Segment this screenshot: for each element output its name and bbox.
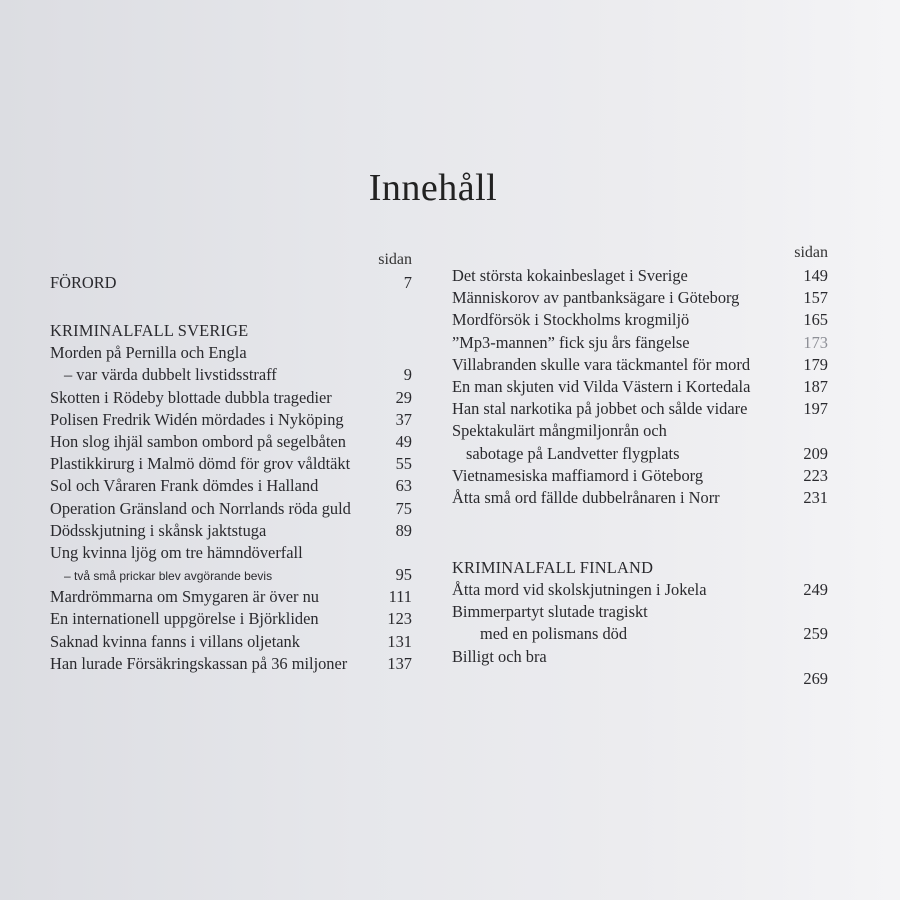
entry-title: Villabranden skulle vara täckmantel för mord: [452, 354, 751, 374]
toc-entry: [452, 579, 828, 601]
entry-title: Spektakulärt mångmiljonrån och: [452, 421, 667, 441]
entry-page: 9: [403, 365, 412, 385]
entry-page: 179: [803, 354, 828, 374]
entry-page: 63: [395, 476, 412, 496]
entry-page: 55: [395, 454, 412, 474]
entry-title: Mordförsök i Stockholms krogmiljö: [452, 310, 690, 330]
entry-title: Polisen Fredrik Widén mördades i Nyköping: [50, 409, 344, 429]
entry-page: 131: [387, 631, 412, 651]
toc-entry-continuation: [50, 364, 412, 386]
entry-title: FÖRORD: [50, 273, 117, 292]
toc-entry: [452, 309, 828, 331]
entry-title: Plastikkirurg i Malmö dömd för grov våldtäkt: [50, 454, 351, 474]
toc-entry: [50, 342, 412, 364]
entry-subtitle: – två små prickar blev avgörande bevis: [64, 569, 273, 584]
toc-entry-continuation: [452, 443, 828, 465]
entry-page: 89: [395, 520, 412, 540]
toc-entry-continuation: [50, 564, 412, 586]
entry-subtitle: med en polismans död: [480, 624, 628, 644]
entry-page: 95: [395, 565, 412, 585]
entry-page: 187: [803, 376, 828, 396]
entry-title: Det största kokainbeslaget i Sverige: [452, 266, 688, 285]
toc-entry: [452, 420, 828, 442]
entry-title: Hon slog ihjäl sambon ombord på segelbåten: [50, 431, 346, 451]
entry-page: 231: [803, 487, 828, 507]
entry-title: Han stal narkotika på jobbet och sålde vidare: [452, 399, 748, 419]
entry-title: Operation Gränsland och Norrlands röda guld: [50, 498, 351, 518]
toc-entry: [452, 287, 828, 309]
entry-page: 111: [388, 587, 412, 607]
toc-entry: [452, 465, 828, 487]
entry-page: 137: [387, 653, 412, 673]
entry-title: Saknad kvinna fanns i villans oljetank: [50, 631, 300, 651]
entry-title: Morden på Pernilla och Engla: [50, 343, 247, 363]
toc-entry: [50, 586, 412, 608]
toc-entry: [50, 520, 412, 542]
entry-page: 149: [803, 266, 828, 285]
toc-entry: [50, 631, 412, 653]
toc-entry: [50, 653, 412, 675]
entry-title: En man skjuten vid Vilda Västern i Kortedala: [452, 376, 751, 396]
entry-title: Människorov av pantbanksägare i Göteborg: [452, 288, 740, 308]
toc-entry: [452, 354, 828, 376]
entry-title: Skotten i Rödeby blottade dubbla tragedier: [50, 387, 332, 407]
entry-page: 7: [403, 273, 412, 292]
toc-entry-forord: [50, 272, 412, 294]
entry-subtitle: – var värda dubbelt livstidsstraff: [64, 365, 277, 385]
toc-entry: [50, 453, 412, 475]
entry-title: Åtta små ord fällde dubbelrånaren i Norr: [452, 487, 720, 507]
toc-entry: [452, 398, 828, 420]
toc-entry: [50, 608, 412, 630]
toc-entry: [50, 542, 412, 564]
toc-entry: [50, 431, 412, 453]
page-column-header: sidan: [378, 251, 412, 268]
entry-page: 209: [803, 443, 828, 463]
entry-page: 173: [803, 332, 828, 352]
toc-entry: [452, 376, 828, 398]
page-title: Innehåll: [368, 167, 498, 209]
entry-title: Bimmerpartyt slutade tragiskt: [452, 602, 648, 622]
entry-page: 123: [387, 609, 412, 629]
toc-left-column: [50, 248, 412, 675]
entry-page: 249: [803, 580, 828, 600]
entry-title: Mardrömmarna om Smygaren är över nu: [50, 587, 319, 607]
toc-entry: [452, 332, 828, 354]
section-heading-sverige: KRIMINALFALL SVERIGE: [50, 321, 249, 341]
entry-page: 29: [395, 387, 412, 407]
toc-entry: [50, 387, 412, 409]
entry-title: Han lurade Försäkringskassan på 36 miljoner: [50, 653, 348, 673]
entry-page: 197: [803, 399, 828, 419]
entry-title: En internationell uppgörelse i Björkliden: [50, 609, 319, 629]
toc-entry: [452, 265, 828, 287]
entry-page: 37: [395, 409, 412, 429]
entry-title: Ung kvinna ljög om tre hämndöverfall: [50, 542, 303, 562]
entry-page: 269: [803, 668, 828, 688]
entry-page: 165: [803, 310, 828, 330]
entry-subtitle: sabotage på Landvetter flygplats: [466, 443, 680, 463]
entry-title: Dödsskjutning i skånsk jaktstuga: [50, 520, 267, 540]
toc-entry: [50, 409, 412, 431]
entry-page: 49: [395, 431, 412, 451]
toc-entry-continuation: [452, 668, 828, 690]
entry-page: 223: [803, 465, 828, 485]
toc-entry: [452, 487, 828, 509]
page-column-header: sidan: [794, 244, 828, 261]
entry-page: 157: [803, 288, 828, 308]
section-heading-finland: KRIMINALFALL FINLAND: [452, 558, 654, 578]
toc-entry: [50, 475, 412, 497]
toc-entry: [452, 646, 828, 668]
toc-entry: [452, 601, 828, 623]
entry-title: Vietnamesiska maffiamord i Göteborg: [452, 465, 704, 485]
toc-entry: [50, 498, 412, 520]
entry-title: Billigt och bra: [452, 646, 547, 666]
entry-title: Åtta mord vid skolskjutningen i Jokela: [452, 580, 707, 600]
entry-title: Sol och Våraren Frank dömdes i Halland: [50, 476, 319, 496]
entry-page: 259: [803, 624, 828, 644]
toc-entry-continuation: [452, 623, 828, 645]
toc-right-column: [452, 241, 828, 690]
entry-title: ”Mp3-mannen” fick sju års fängelse: [452, 332, 690, 352]
entry-page: 75: [395, 498, 412, 518]
